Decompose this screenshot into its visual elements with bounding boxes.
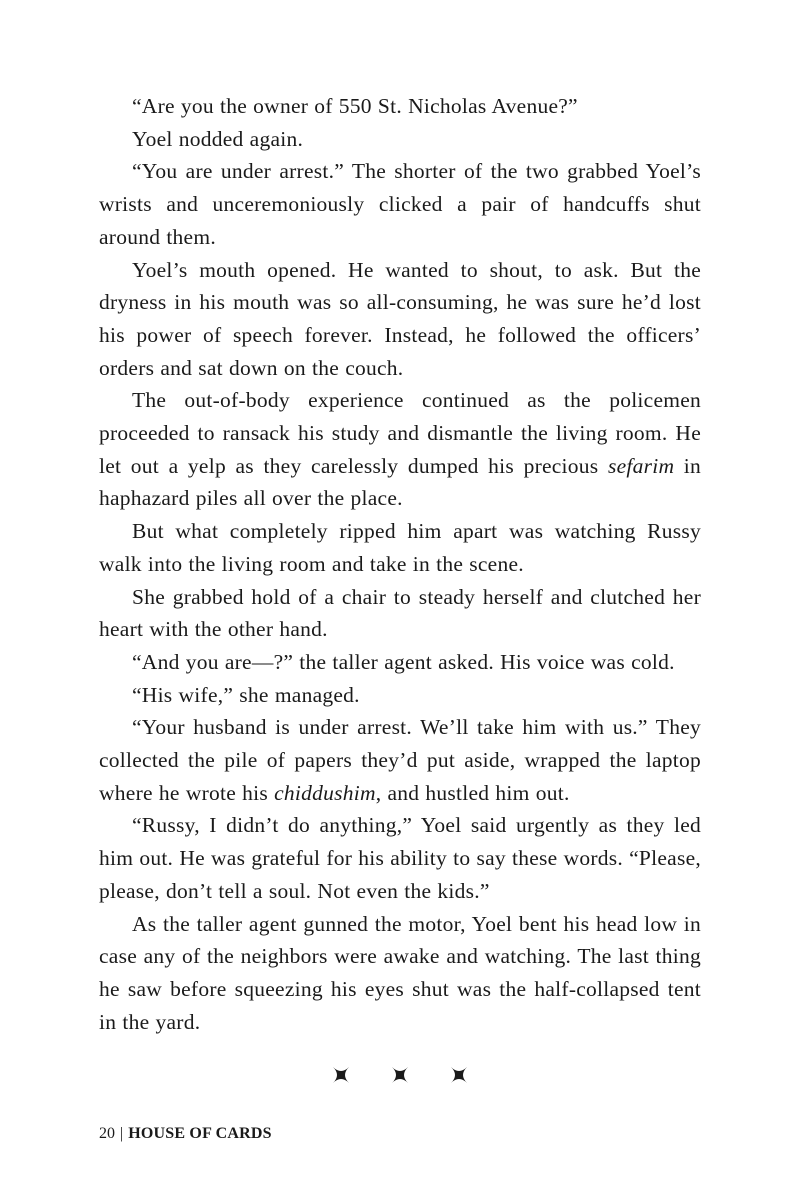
paragraph: As the taller agent gunned the motor, Yoel bent his head low in case any of the neighbors were awake and watching. The last thing he saw before squeezing his eyes shut was the half-collapsed tent in the yard. — [99, 911, 701, 1034]
four-point-star-icon — [392, 1067, 408, 1083]
paragraph: But what completely ripped him apart was watching Russy walk into the living room and take in the scene. — [99, 519, 701, 576]
footer-separator: | — [120, 1125, 124, 1142]
four-point-star-icon — [333, 1067, 349, 1083]
paragraph: Yoel’s mouth opened. He wanted to shout, to ask. But the dryness in his mouth was so all-consuming, he was sure he’d lost his power of speech forever. Instead, he followed the officers’ orders and sat down on the couch. — [99, 257, 701, 380]
body-text — [99, 90, 701, 1038]
paragraph: Yoel nodded again. — [132, 126, 304, 151]
paragraph-text: “Your husband is under arrest. We’ll take him with us.” They collected the pile of papers they’d put aside, wrapped the laptop where he wrote his — [99, 715, 701, 805]
paragraph — [99, 711, 701, 809]
paragraph: “And you are—?” the taller agent asked. His voice was cold. — [132, 649, 675, 674]
running-title: HOUSE OF CARDS — [128, 1125, 272, 1142]
paragraph: “His wife,” she managed. — [132, 682, 360, 707]
paragraph-text: in haphazard piles all over the place. — [99, 453, 701, 511]
paragraph: “Are you the owner of 550 St. Nicholas Avenue?” — [132, 94, 578, 118]
paragraph: She grabbed hold of a chair to steady herself and clutched her heart with the other hand. — [99, 584, 701, 642]
italic-word: chiddushim — [274, 780, 376, 805]
paragraph-text: , and hustled him out. — [375, 780, 570, 805]
paragraph: “You are under arrest.” The shorter of the two grabbed Yoel’s wrists and unceremoniously clicked a pair of handcuffs shut around them. — [99, 159, 701, 249]
paragraph: “Russy, I didn’t do anything,” Yoel said urgently as they led him out. He was grateful for his ability to say these words. “Please, please, don’t tell a soul. Not even the kids.” — [99, 813, 701, 903]
paragraph-text: The out-of-body experience continued as the policemen proceeded to ransack his study and dismantle the living room. He let out a yelp as they carelessly dumped his precious — [99, 388, 701, 478]
italic-word: sefarim — [607, 453, 675, 478]
four-point-star-icon — [451, 1067, 467, 1083]
section-break-ornament — [0, 1064, 800, 1086]
page-number: 20 — [99, 1125, 115, 1142]
paragraph — [99, 384, 701, 515]
page-footer — [99, 1125, 272, 1143]
